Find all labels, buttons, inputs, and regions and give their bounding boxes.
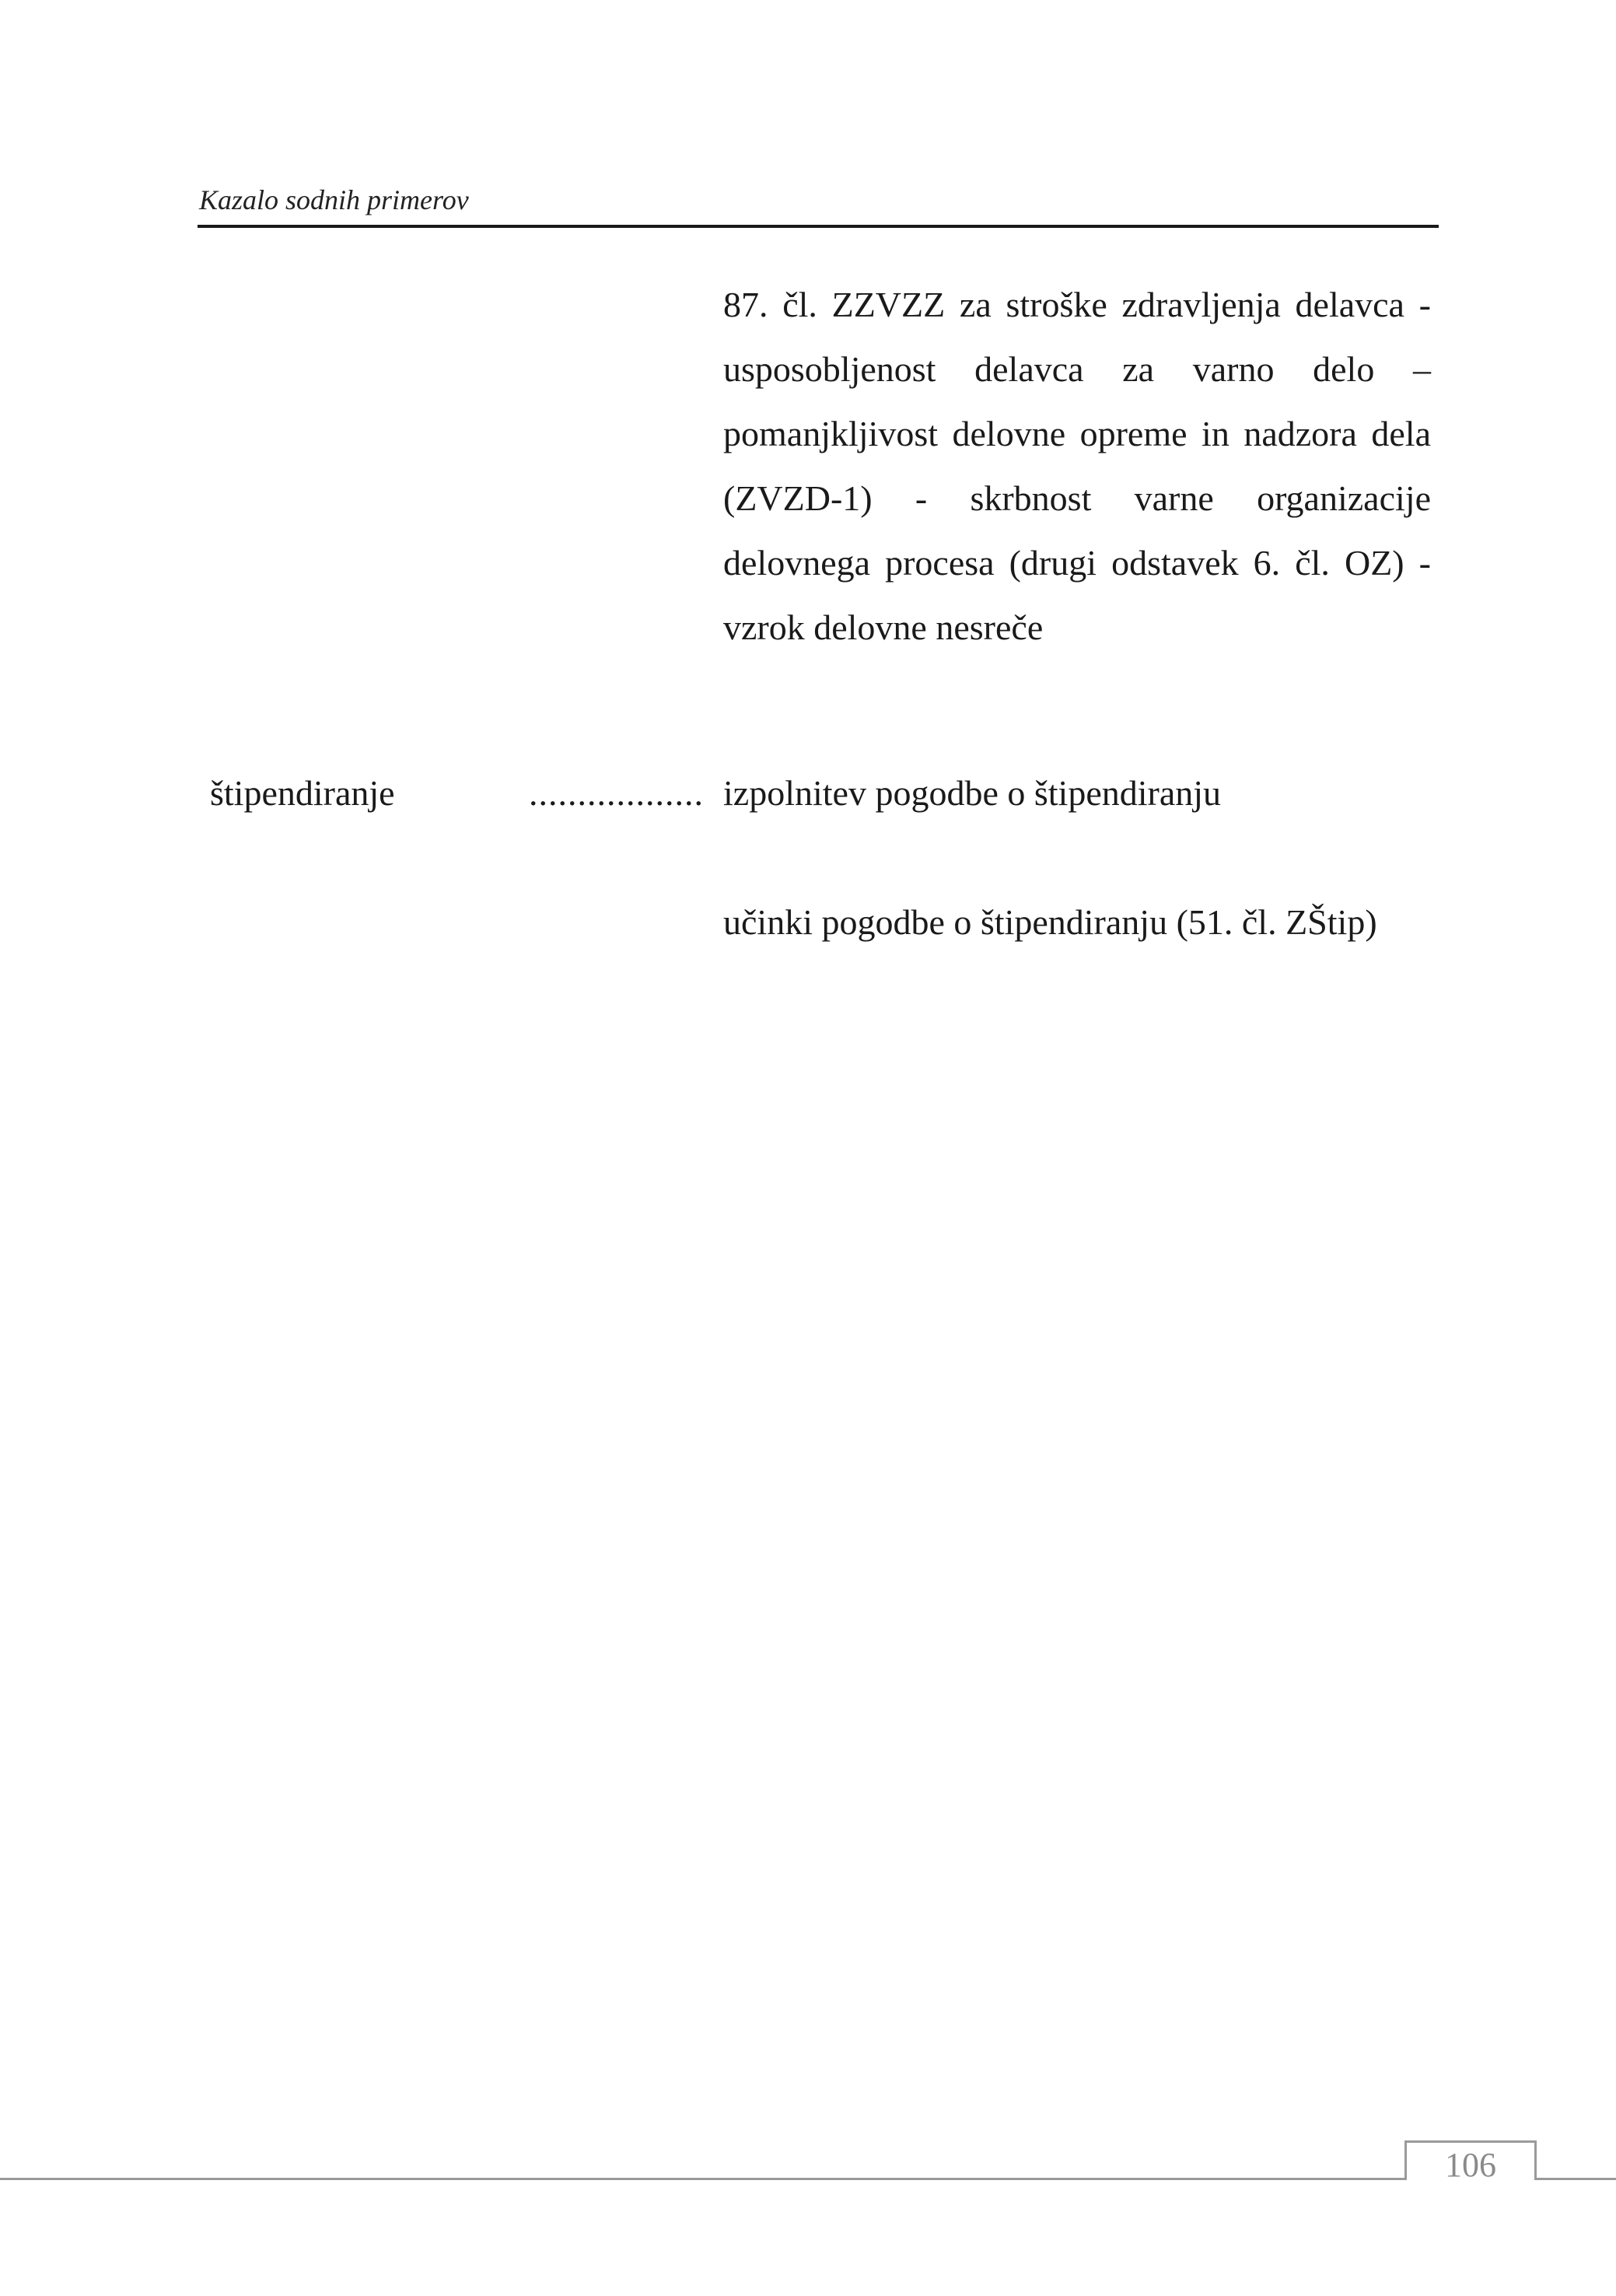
continued-entry-paragraph: 87. čl. ZZVZZ za stroške zdravljenja delavca - usposobljenost delavca za varno delo – pomanjkljivost delovne opreme in nadzora dela (ZVZD-1) - skrbnost varne organizacije delovnega procesa (drugi odstavek 6. čl. OZ) - vzrok delovne nesreče	[723, 285, 1431, 647]
index-keyword: štipendiranje	[210, 773, 395, 813]
index-entry-description: učinki pogodbe o štipendiranju (51. čl. ZŠtip)	[723, 902, 1377, 942]
header-rule	[198, 225, 1439, 228]
index-entry-description: izpolnitev pogodbe o štipendiranju	[723, 773, 1222, 813]
running-header: Kazalo sodnih primerov	[199, 184, 469, 215]
dot-leader: ..................	[529, 773, 704, 813]
page-number: 106	[1404, 2140, 1537, 2180]
footer-rule	[1535, 2178, 1616, 2180]
footer-rule	[0, 2178, 1406, 2180]
